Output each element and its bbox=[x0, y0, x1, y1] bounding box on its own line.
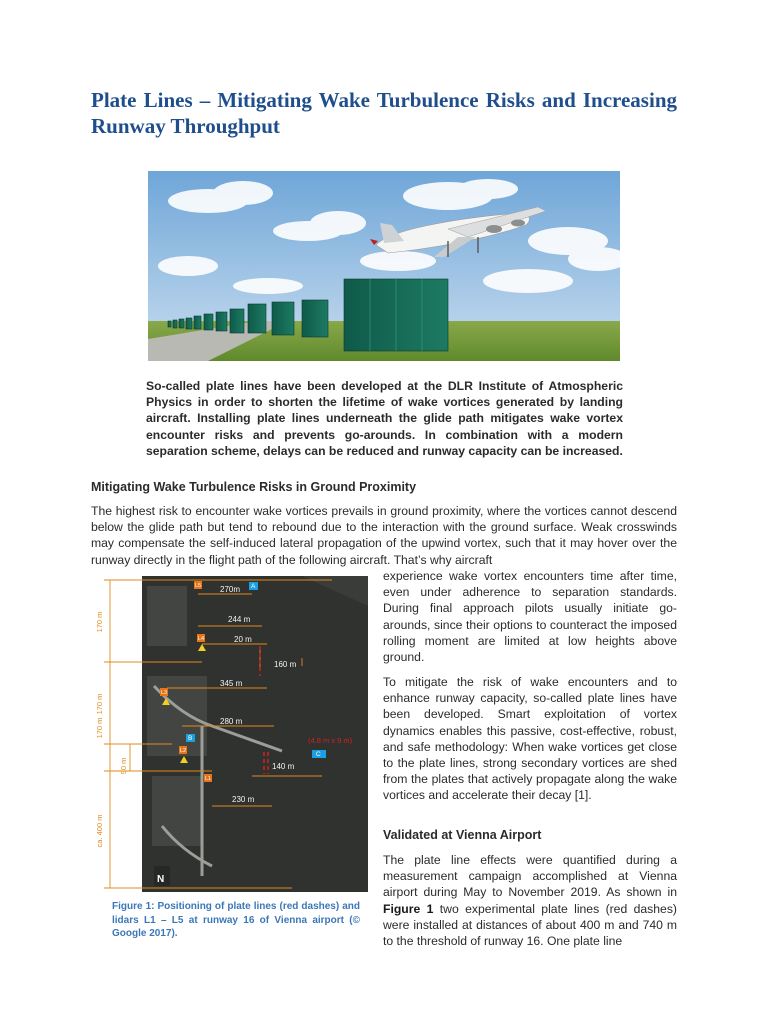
dim-label-h2: 244 m bbox=[228, 615, 251, 624]
north-arrow-label: N bbox=[157, 874, 165, 885]
marker-b: B bbox=[188, 735, 193, 742]
paragraph-vienna bbox=[383, 852, 677, 949]
plate-size-label: (4.8 m x 9 m) bbox=[308, 736, 353, 745]
dim-label-h5: 345 m bbox=[220, 679, 243, 688]
dim-label-h1: 270m bbox=[220, 585, 241, 594]
paragraph-vienna-post: two experimental plate lines (red dashes) were installed at distances of about 400 m and 740 m to the threshold of runway 16. One plate line bbox=[383, 901, 677, 949]
figure-1-caption: Figure 1: Positioning of plate lines (red dashes) and lidars L1 – L5 at runway 16 of Vienna airport (© Google 2017). bbox=[112, 901, 360, 939]
lidar-label-l4: L4 bbox=[198, 636, 205, 642]
paragraph-vienna-pre: The plate line effects were quantified during a measurement campaign accomplished at Vienna airport during May to November 2019. As shown in bbox=[383, 853, 677, 900]
figure-1-reference[interactable]: Figure 1 bbox=[383, 901, 434, 916]
dim-label-h7: 140 m bbox=[272, 762, 295, 771]
marker-c: C bbox=[316, 751, 321, 758]
paragraph-plate-lines: To mitigate the risk of wake encounters and to enhance runway capacity, so-called plate lines have been developed. Smart exploitation of vortex dynamics enables this passive, cost-effective, robust, and safe methodology: When wake vortices get close to the plate lines, strong secondary vortices are shed from the plates that actively propagate along the wake vortices and accelerate their decay [1]. bbox=[383, 675, 677, 803]
dim-label-v3: 170 m bbox=[95, 717, 104, 739]
dim-label-h3: 20 m bbox=[234, 635, 252, 644]
lidar-label-l1: L1 bbox=[205, 776, 212, 782]
hero-photo bbox=[148, 171, 620, 361]
dim-label-h4: 160 m bbox=[274, 660, 297, 669]
marker-a: A bbox=[251, 583, 256, 590]
dim-label-v5: ca. 400 m bbox=[95, 814, 104, 848]
paragraph-ground-proximity: The highest risk to encounter wake vortices prevails in ground proximity, where the vortices cannot descend below the glide path but tend to rebound due to the interaction with the ground surface. Weak crosswinds may compensate the self-induced lateral propagation of the upwind vortex, such that it may hover over the runway directly in the flight path of the following aircraft. That’s why aircraft bbox=[91, 504, 677, 567]
dim-label-h6: 280 m bbox=[220, 717, 243, 726]
lidar-label-l2: L2 bbox=[180, 748, 187, 754]
lidar-label-l5: L5 bbox=[195, 583, 202, 589]
page-title: Plate Lines – Mitigating Wake Turbulence Risks and Increasing Runway Throughput bbox=[91, 88, 677, 138]
lidar-label-l3: L3 bbox=[161, 690, 168, 696]
section-heading-ground-proximity: Mitigating Wake Turbulence Risks in Ground Proximity bbox=[91, 480, 417, 494]
paragraph-encounters: experience wake vortex encounters time after time, even under adherence to separation standards. During final approach pilots usually initiate go-arounds, since their options to counteract the imposed rolling moment are limited at low heights above ground. bbox=[383, 569, 677, 665]
dim-label-v2: 170 m bbox=[95, 693, 104, 715]
abstract: So-called plate lines have been developed at the DLR Institute of Atmospheric Physics in order to shorten the lifetime of wake vortices generated by landing aircraft. Installing plate lines underneath the glide path mitigates wake vortex encounter risks and prevents go-arounds. In combination with a modern separation scheme, delays can be reduced and runway capacity can be increased. bbox=[146, 379, 623, 458]
section-heading-vienna: Validated at Vienna Airport bbox=[383, 828, 542, 842]
dim-label-h8: 230 m bbox=[232, 795, 255, 804]
figure-1-aerial-map bbox=[92, 576, 368, 896]
dim-label-v4: 90 m bbox=[119, 757, 128, 775]
dim-label-v1: 170 m bbox=[95, 611, 104, 633]
